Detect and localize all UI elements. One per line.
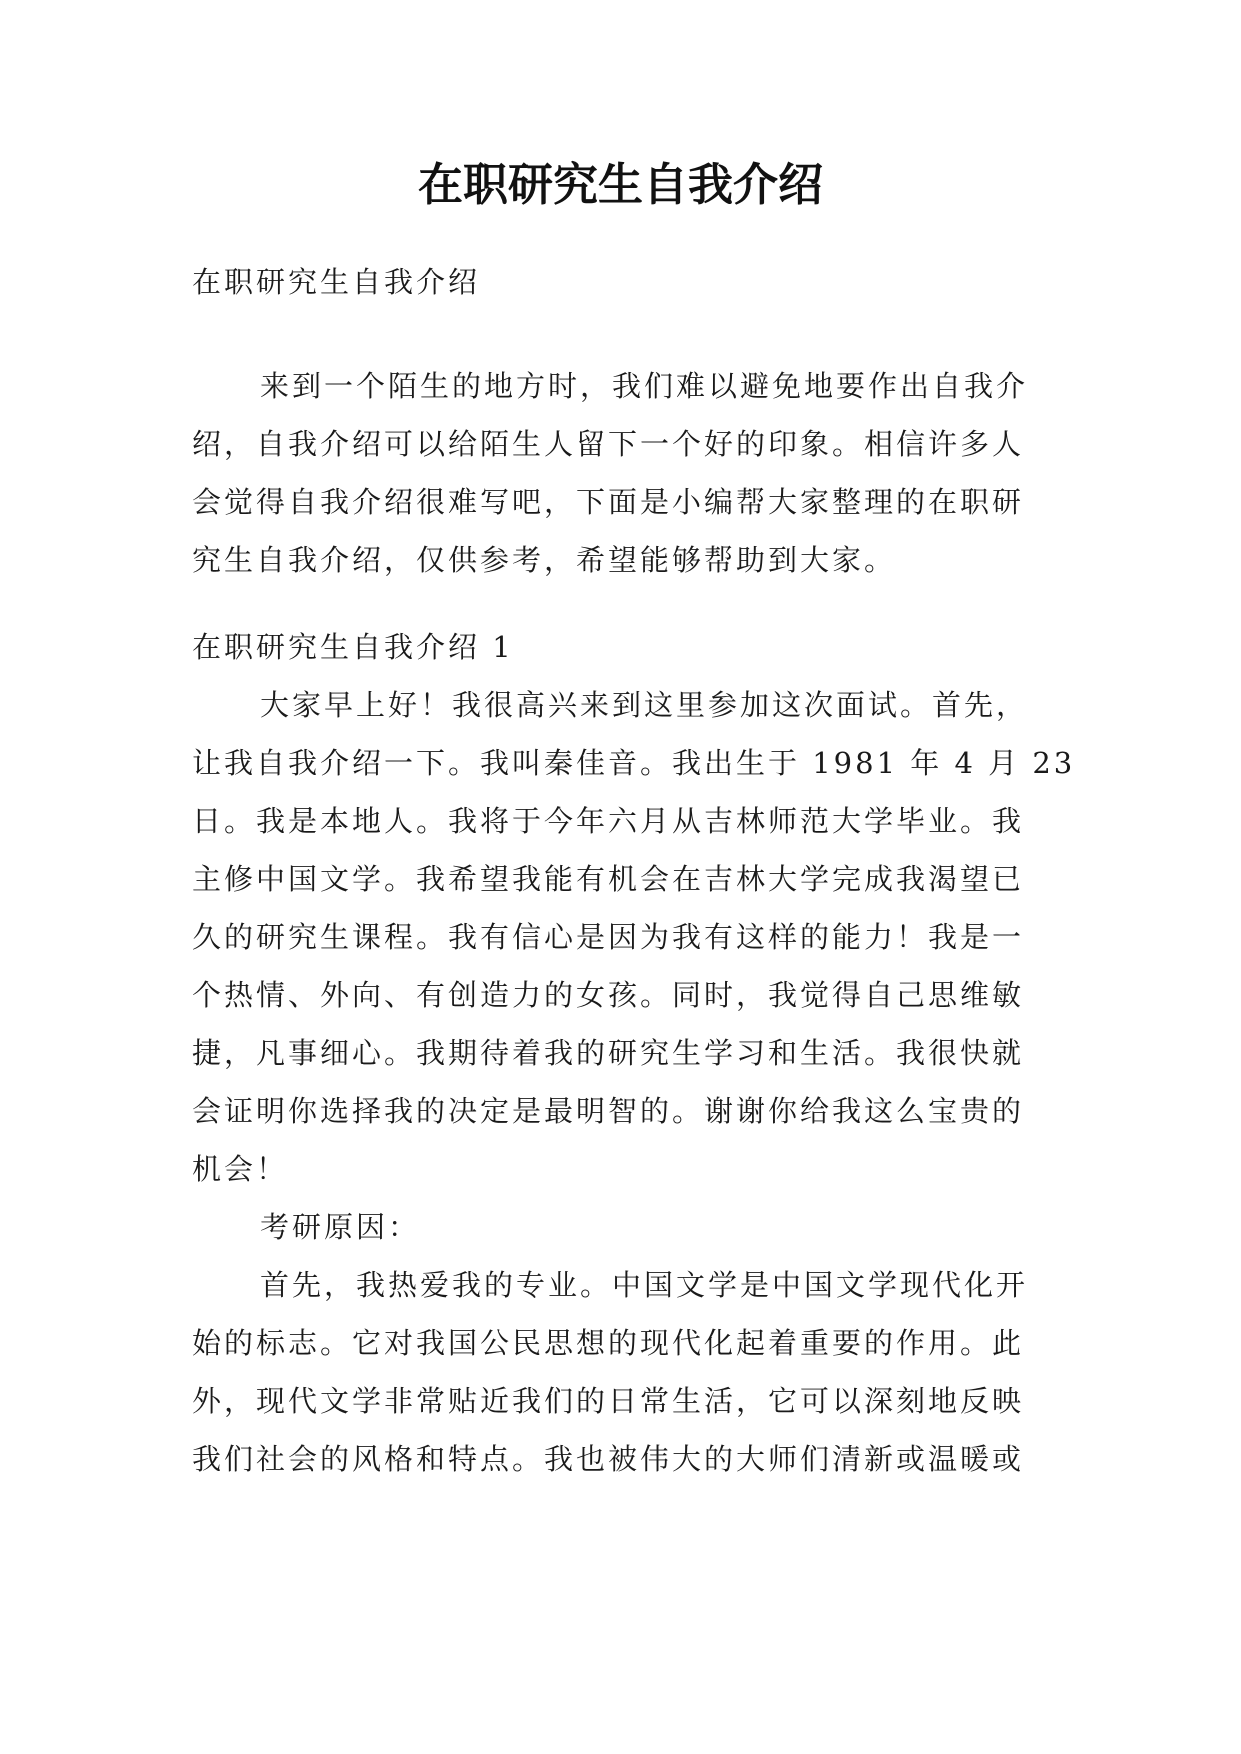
paragraph-line: 大家早上好！我很高兴来到这里参加这次面试。首先， — [260, 688, 1029, 722]
paragraph-line: 会觉得自我介绍很难写吧，下面是小编帮大家整理的在职研 — [192, 485, 1025, 519]
paragraph-line: 日。我是本地人。我将于今年六月从吉林师范大学毕业。我 — [192, 804, 1025, 838]
paragraph-line: 究生自我介绍，仅供参考，希望能够帮助到大家。 — [192, 543, 897, 577]
section-heading: 在职研究生自我介绍 1 — [192, 630, 514, 664]
paragraph-line: 机会！ — [192, 1152, 289, 1186]
paragraph-line: 始的标志。它对我国公民思想的现代化起着重要的作用。此 — [192, 1326, 1025, 1360]
document-subtitle — [192, 253, 1054, 311]
paragraph-line: 会证明你选择我的决定是最明智的。谢谢你给我这么宝贵的 — [192, 1094, 1025, 1128]
paragraph-line: 个热情、外向、有创造力的女孩。同时，我觉得自己思维敏 — [192, 978, 1025, 1012]
subtitle-line: 在职研究生自我介绍 — [192, 265, 481, 299]
paragraph-line: 久的研究生课程。我有信心是因为我有这样的能力！我是一 — [192, 920, 1025, 954]
document-title: 在职研究生自我介绍 — [417, 158, 823, 211]
paragraph-line: 来到一个陌生的地方时，我们难以避免地要作出自我介 — [260, 369, 1029, 403]
paragraph-line: 捷，凡事细心。我期待着我的研究生学习和生活。我很快就 — [192, 1036, 1025, 1070]
paragraph-line: 我们社会的风格和特点。我也被伟大的大师们清新或温暖或 — [192, 1442, 1025, 1476]
section1-block — [192, 618, 1076, 1488]
paragraph-line: 首先，我热爱我的专业。中国文学是中国文学现代化开 — [260, 1268, 1029, 1302]
paragraph-line: 绍，自我介绍可以给陌生人留下一个好的印象。相信许多人 — [192, 427, 1025, 461]
reasons-heading: 考研原因： — [260, 1210, 421, 1244]
paragraph-line: 让我自我介绍一下。我叫秦佳音。我出生于 1981 年 4 月 23 — [192, 746, 1076, 780]
intro-paragraph — [192, 357, 1054, 589]
paragraph-line: 外，现代文学非常贴近我们的日常生活，它可以深刻地反映 — [192, 1384, 1025, 1418]
paragraph-line: 主修中国文学。我希望我能有机会在吉林大学完成我渴望已 — [192, 862, 1025, 896]
